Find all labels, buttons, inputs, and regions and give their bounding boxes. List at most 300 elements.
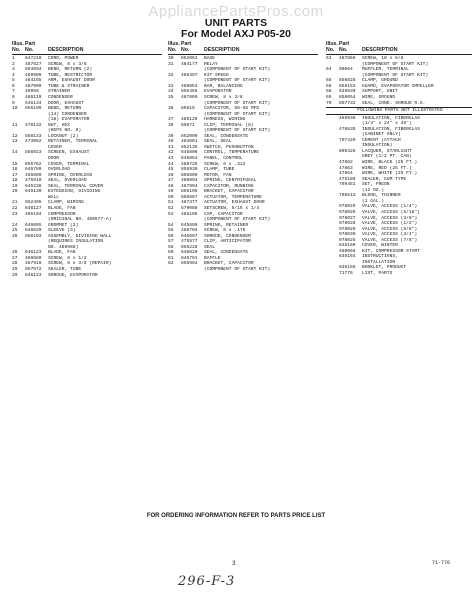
part-number: 978025	[339, 237, 356, 243]
part-number: 855930	[181, 167, 198, 173]
header-illus-no: Illus. No.	[12, 41, 24, 53]
part-description: ACTUATOR, TEMPERATURE	[204, 194, 262, 200]
part-description: BASE	[204, 56, 216, 62]
illus-number: 46	[168, 172, 174, 178]
part-description: CLAMP, WIRING	[48, 200, 84, 206]
illus-number: 36	[168, 106, 174, 112]
title-line-1: UNIT PARTS	[204, 17, 268, 29]
part-description: SEAL	[204, 244, 216, 250]
illus-number: 61	[168, 255, 174, 261]
part-number: 856153	[339, 83, 356, 89]
part-description: SEAL, OVERLOAD	[48, 178, 87, 184]
table-row	[12, 273, 162, 279]
illus-number: 34	[168, 89, 174, 95]
part-description: KIT SPEED	[204, 72, 229, 78]
part-description: CLIP, ANTICIPATOR	[204, 239, 251, 245]
part-number: 489680	[25, 255, 42, 261]
part-description: (COMPONENT OF START KIT)	[204, 217, 271, 223]
part-number: 978028	[339, 221, 356, 227]
part-description: VALVE, ACCESS (5/8")	[362, 226, 418, 232]
part-description: (ORIGINAL NO. 480677-A)	[48, 217, 112, 223]
part-number: 646095	[25, 222, 42, 228]
ordering-footer: FOR ORDERING INFORMATION REFER TO PARTS PRICE LIST	[146, 513, 326, 519]
part-description: COVER, WINTER	[362, 243, 398, 249]
part-description: DOOR	[48, 156, 60, 162]
part-description: MOTOR, FAN	[204, 172, 232, 178]
part-description: SHROUD, CONDENSER	[204, 233, 251, 239]
part-description: SCREW, 8 x 1/2	[48, 255, 87, 261]
part-number: 646164	[339, 254, 356, 260]
column-header	[326, 42, 472, 55]
part-number: 480068	[339, 248, 356, 254]
illus-number: 41	[168, 144, 174, 150]
part-description: COVER, TERMINAL	[48, 161, 90, 167]
parts-column-3	[326, 42, 472, 277]
part-description: SEAL, CONDENSATE	[204, 250, 249, 256]
part-description: VALVE, ACCESS (3/4")	[362, 232, 418, 238]
part-description: CLAMP, TUBE	[204, 167, 235, 173]
part-description: KIT, COMPRESSOR START	[362, 248, 420, 254]
illus-number: 14	[12, 150, 18, 156]
part-description: INSULATION)	[362, 143, 393, 149]
part-number: 646097	[181, 233, 198, 239]
illus-number: 29	[12, 272, 18, 278]
column-header	[168, 42, 318, 55]
part-description: BOOKLET, PRODUCT	[362, 265, 407, 271]
illus-number: 56	[168, 233, 174, 239]
illus-number: 51	[168, 200, 174, 206]
part-number: 47863	[339, 165, 353, 171]
illus-number: 70	[326, 100, 332, 106]
illus-number	[326, 271, 339, 277]
part-description: SHROUD, EVAPORATOR	[48, 272, 98, 278]
illus-number: 44	[168, 161, 174, 167]
part-number: 47862	[339, 160, 353, 166]
part-number: 487869	[181, 95, 198, 101]
title-line-2: For Model AXJ P05-20	[181, 28, 291, 40]
part-number: 645236	[25, 183, 42, 189]
parts-rows-1	[12, 56, 162, 278]
part-description: SUPPORT, UNIT	[362, 89, 398, 95]
part-number: 799451	[339, 182, 356, 188]
part-number: 855964	[181, 261, 198, 267]
illus-number: 13	[12, 139, 18, 145]
illus-number: 25	[12, 228, 18, 234]
part-number: 489909	[25, 72, 42, 78]
illus-number: 11	[12, 122, 18, 128]
part-number: 978029	[339, 226, 356, 232]
part-description: BRACKET, CAPACITOR	[204, 189, 254, 195]
page-number: 3	[232, 560, 236, 567]
part-number: 856103	[25, 233, 42, 239]
illus-number: 8	[12, 95, 15, 101]
illus-number: 10	[12, 106, 18, 112]
part-description: (1/4" x 24" x 48")	[362, 121, 412, 127]
illus-number: 28	[12, 261, 18, 267]
part-description: INSULATION, FIBERGLAS	[362, 115, 420, 121]
illus-number: 24	[12, 222, 18, 228]
part-number: 487009	[25, 83, 42, 89]
part-number: 852135	[181, 144, 198, 150]
part-number: 49959	[25, 89, 39, 95]
table-row	[326, 101, 472, 107]
illus-number: 6	[12, 83, 15, 89]
illus-number: 26	[12, 250, 18, 256]
handwritten-note: 296-F-3	[178, 574, 236, 589]
part-number: 646169	[339, 243, 356, 249]
illus-number: 58	[168, 244, 174, 250]
illus-number: 45	[168, 167, 174, 173]
illus-number: 29	[12, 266, 18, 272]
part-number: 855609	[181, 172, 198, 178]
parts-column-2	[168, 42, 318, 273]
illus-number: 4	[12, 72, 15, 78]
part-number: 647218	[25, 56, 42, 62]
part-number: 978027	[339, 215, 356, 221]
part-number: 646780	[25, 167, 42, 173]
part-number: 797420	[339, 137, 356, 143]
part-number: 855109	[25, 106, 42, 112]
part-number: 855867	[181, 194, 198, 200]
part-number: 646130	[25, 189, 42, 195]
part-number: 646820	[181, 250, 198, 256]
part-description: BLADE, FAN	[48, 250, 76, 256]
part-description: SEAL, CONDENSATE	[204, 133, 249, 139]
illus-number: 33	[168, 83, 174, 89]
illus-number: 22	[12, 205, 18, 211]
part-number: 486054	[181, 83, 198, 89]
parts-column-1	[12, 42, 162, 278]
part-description: NUT, HEX	[48, 122, 71, 128]
illus-number: 64	[326, 67, 332, 73]
part-description: CLIP, TERMINAL (8)	[204, 122, 254, 128]
part-description: (12 OZ.)	[362, 187, 385, 193]
header-description: DESCRIPTION	[204, 46, 240, 53]
illus-number: 7	[12, 89, 15, 95]
part-description: ARM, EXHAUST DOOR	[48, 78, 95, 84]
part-description: (16) EVAPORATOR	[48, 117, 90, 123]
illus-number: 65	[326, 78, 332, 84]
illus-number: 2	[12, 61, 15, 67]
part-number: 485106	[181, 211, 198, 217]
part-number: 646854	[181, 156, 198, 162]
part-description: CORD, POWER	[48, 56, 79, 62]
part-number: 646629	[25, 228, 42, 234]
part-description: (COMPONENT OF START KIT)	[204, 78, 271, 84]
part-description: (COMPONENT OF START KIT)	[204, 266, 271, 272]
part-number: 857972	[25, 266, 42, 272]
illus-number: 31	[168, 61, 174, 67]
part-description: RELAY	[204, 61, 218, 67]
part-description: GUARD, EVAPORATOR IMPELLER	[362, 83, 434, 89]
illus-number: 21	[12, 200, 18, 206]
part-number: 978030	[339, 232, 356, 238]
part-description: SCREW, 8 x 3/8	[48, 61, 87, 67]
part-description: CEMENT (ATTACH	[362, 137, 401, 143]
illus-number: 35	[168, 95, 174, 101]
part-description: VALVE, ACCESS (5/16")	[362, 209, 420, 215]
illus-number: 43	[168, 156, 174, 162]
part-number: 487866	[339, 56, 356, 62]
part-description: SCREW, 6 x .175	[204, 228, 246, 234]
header-illus-no: Illus. No.	[326, 41, 338, 53]
table-row	[168, 267, 318, 273]
header-description: DESCRIPTION	[362, 46, 398, 53]
part-description: HARNESS, WIRING	[204, 117, 246, 123]
part-description: INSTRUCTIONS,	[362, 254, 398, 260]
part-number: 473062	[25, 139, 42, 145]
watermark-text: AppliancePartsPros.com	[148, 3, 324, 20]
part-description: BLEND, THINNER	[362, 193, 401, 199]
part-number: 856054	[339, 95, 356, 101]
part-description: (14) CONDENSER	[48, 111, 87, 117]
part-description: VALVE, ACCESS (3/8")	[362, 215, 418, 221]
part-number: 486119	[25, 95, 42, 101]
illus-number: 42	[168, 150, 174, 156]
part-number: 852009	[181, 133, 198, 139]
part-number: 645899	[181, 222, 198, 228]
part-description: WIRE, BLACK (25 FT.)	[362, 160, 418, 166]
illus-number: 40	[168, 139, 174, 145]
part-number: 476835	[339, 126, 356, 132]
part-description: MUFFLER, TERMINAL	[362, 67, 409, 73]
part-number: 487904	[181, 183, 198, 189]
illus-number: 19	[12, 183, 18, 189]
part-number: 488704	[181, 228, 198, 234]
part-number: 487916	[25, 261, 42, 267]
part-description: WIRE, GROUND	[362, 95, 396, 101]
illus-number: 20	[12, 189, 18, 195]
part-description: TUBE & STRAINER	[48, 83, 90, 89]
part-description: CLAMP, GROUND	[362, 78, 398, 84]
illus-number: 17	[12, 172, 18, 178]
header-illus-no: Illus. No.	[168, 41, 180, 53]
part-description: EXTENSION, DIVIDING	[48, 189, 101, 195]
part-description: SPRING, RETAINER	[204, 222, 249, 228]
part-description: (REQUIRES INSULATION	[48, 239, 104, 245]
part-description: SEALER, TUBE	[48, 266, 82, 272]
part-description: CAP, CAPACITOR	[204, 211, 243, 217]
part-number: 978029	[339, 204, 356, 210]
part-description: TUBE, RESTRICTOR	[48, 72, 93, 78]
part-description: (KEPS NO. 8)	[48, 128, 82, 134]
illus-number: 12	[12, 133, 18, 139]
illus-number: 47	[168, 178, 174, 184]
illus-number: 48	[168, 183, 174, 189]
illus-number: 53	[168, 211, 174, 217]
part-description: SEAL, SEAL	[204, 139, 232, 145]
part-number: 855465	[181, 89, 198, 95]
part-description: CONDENSER	[48, 95, 73, 101]
part-description: LOCKNUT (2)	[48, 133, 79, 139]
part-description: SEAL, TERMINAL COVER	[48, 183, 104, 189]
part-description: SLEEVE (3)	[48, 228, 76, 234]
part-description: SETSCREW, 5/16 x 1/4	[204, 205, 260, 211]
part-description: EVAPORATOR	[204, 89, 232, 95]
part-description: INSTALLATION	[362, 259, 396, 265]
part-description: (COMPONENT OF START KIT)	[362, 61, 429, 67]
part-description: LIST, PARTS	[362, 270, 393, 276]
illus-number: 68	[326, 89, 332, 95]
parts-rows-3	[326, 56, 472, 106]
part-number: 475910	[25, 178, 42, 184]
part-number: 486126	[181, 117, 198, 123]
part-description: WIRE, WHITE (25 FT.)	[362, 171, 418, 177]
part-description: SCREW, 6 x 3/8 (REPAIR)	[48, 261, 112, 267]
part-number: 646165	[339, 265, 356, 271]
date-code: 71-776	[432, 560, 451, 566]
illus-number: 60	[168, 250, 174, 256]
part-description: SCREEN, EXHAUST	[48, 150, 90, 156]
part-description: (COMPONENT OF START KIT)	[204, 100, 271, 106]
page-title	[0, 18, 472, 40]
part-description: PANEL, CONTROL	[204, 156, 243, 162]
part-description: (COMPONENT OF START KIT)	[204, 128, 271, 134]
part-description: LACQUER, STARLIGHT	[362, 148, 412, 154]
part-description: SWITCH, PUSHBUTTON	[204, 144, 254, 150]
illus-number: 50	[168, 194, 174, 200]
part-description: BAFFLE	[204, 255, 221, 261]
illus-number: 54	[168, 222, 174, 228]
part-number: 456609	[25, 172, 42, 178]
part-description: SPRING, OVERLOAD	[48, 172, 93, 178]
part-number: 856828	[339, 78, 356, 84]
part-number: 484661	[181, 139, 198, 145]
illus-number: 57	[168, 239, 174, 245]
part-number: 71776	[339, 270, 353, 276]
header-part-no: Part No.	[25, 41, 36, 53]
part-description: (COMPONENT OF START KIT)	[204, 67, 271, 73]
part-number: 469938	[339, 115, 356, 121]
part-description: COMPRESSOR	[48, 211, 76, 217]
illus-number: 37	[168, 117, 174, 123]
part-number	[181, 267, 204, 273]
illus-number: 62	[168, 261, 174, 267]
illus-number: 69	[326, 95, 332, 101]
part-number: 856923	[25, 150, 42, 156]
illus-number: 39	[168, 133, 174, 139]
part-description: RETAINER, TERMINAL	[48, 139, 98, 145]
part-description: BEND, RETURN (2)	[48, 67, 93, 73]
part-number: 488725	[181, 161, 198, 167]
part-description: VALVE, ACCESS (1/2")	[362, 221, 418, 227]
illus-number: 32	[168, 72, 174, 78]
part-number: 852061	[181, 56, 198, 62]
part-description: SPRING, CENTRIFUGAL	[204, 178, 257, 184]
part-description: DOOR, EXHAUST	[48, 100, 84, 106]
part-description: NO. 469988)	[48, 244, 79, 250]
part-description: SET, FREON	[362, 182, 390, 188]
part-number: 978026	[339, 209, 356, 215]
part-number: 478132	[25, 122, 42, 128]
parts-rows-not-illustrated	[326, 116, 472, 277]
part-description: INSULATION, FIBERGLAS	[362, 126, 420, 132]
illus-number: 15	[12, 161, 18, 167]
illus-number: 18	[12, 178, 18, 184]
part-description: BLADE, FAN	[48, 205, 76, 211]
part-description: VALVE, ACCESS (7/8")	[362, 237, 418, 243]
illus-number: 55	[168, 228, 174, 234]
illus-number: 26	[12, 233, 18, 239]
part-description: CONTROL, TEMPERATURE	[204, 150, 260, 156]
part-description: GREY (1/2 PT. CAN)	[362, 154, 412, 160]
part-number: 646134	[25, 100, 42, 106]
part-description: BEND, RETURN	[48, 106, 82, 112]
part-number: 475189	[339, 176, 356, 182]
part-description: (COMPONENT OF START KIT)	[204, 111, 271, 117]
part-number: 649839	[339, 89, 356, 95]
part-number: 487827	[25, 61, 42, 67]
part-number: 858133	[25, 133, 42, 139]
illus-number: 30	[168, 56, 174, 62]
part-number: 90664	[339, 67, 353, 73]
part-number: 894694	[25, 67, 42, 73]
not-illustrated-heading: FOLLOWING PARTS NOT ILLUSTRATED	[326, 107, 472, 115]
part-number: 857732	[339, 100, 356, 106]
illus-number: 38	[168, 122, 174, 128]
part-description: (1 GAL.)	[362, 198, 385, 204]
illus-number	[168, 267, 181, 273]
part-description: GROMMET (3)	[48, 222, 79, 228]
part-number: 579088	[181, 205, 198, 211]
part-description: WIRE, RED (25 FT.)	[362, 165, 412, 171]
part-number: 852405	[25, 200, 42, 206]
illus-number: 16	[12, 167, 18, 173]
illus-number: 27	[12, 255, 18, 261]
part-description: OVERLOAD	[48, 167, 71, 173]
illus-number: 3	[12, 67, 15, 73]
part-description: WALL	[48, 194, 60, 200]
part-description: CAPACITOR, 58-65 MFD	[204, 106, 260, 112]
header-description: DESCRIPTION	[48, 46, 84, 53]
part-number: 486094	[181, 178, 198, 184]
part-number: 47864	[339, 171, 353, 177]
part-description: (COMPONENT OF START KIT)	[362, 72, 429, 78]
part-description: VALVE, ACCESS (1/4")	[362, 204, 418, 210]
illus-number: 66	[326, 83, 332, 89]
illus-number: 49	[168, 189, 174, 195]
part-number: 855228	[181, 244, 198, 250]
part-number: 646127	[25, 205, 42, 211]
part-number: 475977	[181, 239, 198, 245]
part-number: 798513	[339, 193, 356, 199]
part-number: 486397	[181, 72, 198, 78]
header-part-no: Part No.	[339, 41, 350, 53]
part-description: SCREW, 6 x .312	[204, 161, 246, 167]
illus-number: 23	[12, 211, 18, 217]
parts-rows-2	[168, 56, 318, 272]
part-description: CAPACITOR, RUNNING	[204, 183, 254, 189]
part-number: 646806	[181, 150, 198, 156]
part-number: 85615	[181, 106, 195, 112]
part-description: COVER	[48, 144, 62, 150]
part-description: SEAL, COND. SHROUD R.S.	[362, 100, 426, 106]
header-part-no: Part No.	[181, 41, 192, 53]
illus-number: 1	[12, 56, 15, 62]
illus-number: 52	[168, 205, 174, 211]
part-description: BAR, BALANCING	[204, 83, 243, 89]
part-number: 85671	[181, 122, 195, 128]
part-number: 855762	[25, 161, 42, 167]
part-number: 646123	[25, 272, 42, 278]
part-description: ASSEMBLY, DIVIDING WALL	[48, 233, 112, 239]
illus-number: 5	[12, 78, 15, 84]
part-number: 485104	[25, 211, 42, 217]
part-description: STRAINER	[48, 89, 71, 95]
part-number: 856195	[181, 189, 198, 195]
part-number: 646123	[25, 250, 42, 256]
table-row	[326, 271, 472, 277]
